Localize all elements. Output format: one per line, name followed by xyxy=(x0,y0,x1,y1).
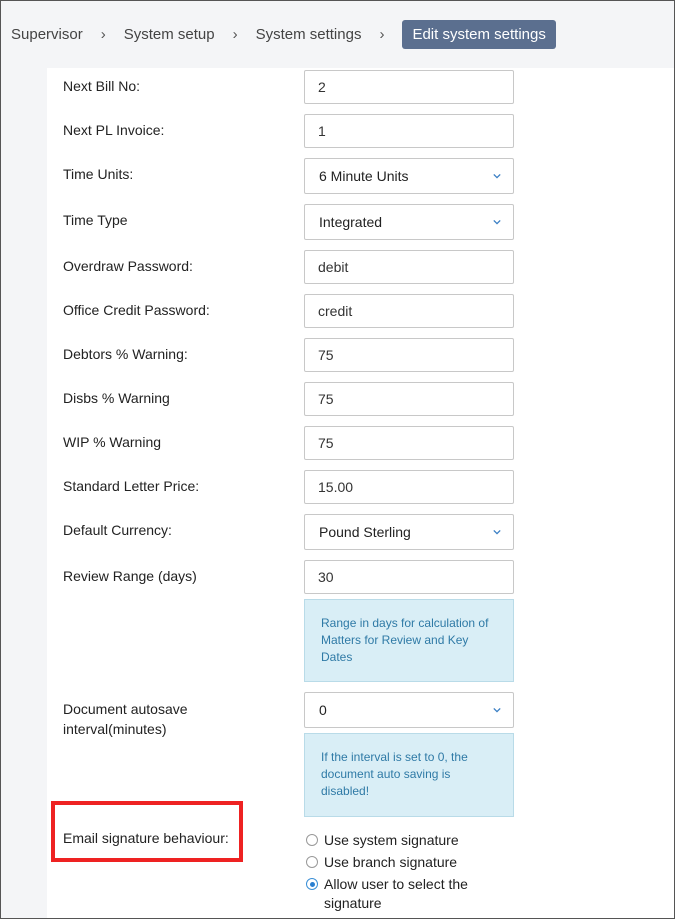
next-pl-invoice-label: Next PL Invoice: xyxy=(63,122,165,138)
left-gutter xyxy=(1,68,47,918)
radio-use-branch-signature[interactable] xyxy=(306,853,457,872)
radio-allow-user-select[interactable] xyxy=(306,875,496,913)
wip-warning-input[interactable]: 75 xyxy=(304,426,514,460)
highlight-box xyxy=(51,801,243,862)
breadcrumb-system-setup[interactable]: System setup xyxy=(123,26,215,43)
settings-form xyxy=(47,68,674,918)
chevron-down-icon xyxy=(493,706,501,714)
breadcrumb xyxy=(1,1,674,68)
document-autosave-select[interactable] xyxy=(304,692,514,728)
review-range-help: Range in days for calculation of Matters for Review and Key Dates xyxy=(304,599,514,682)
radio-label: Allow user to select the signature xyxy=(324,876,468,911)
time-type-select[interactable] xyxy=(304,204,514,240)
next-bill-no-input[interactable]: 2 xyxy=(304,70,514,104)
radio-use-system-signature[interactable] xyxy=(306,831,459,850)
review-range-input[interactable]: 30 xyxy=(304,560,514,594)
disbs-warning-input[interactable]: 75 xyxy=(304,382,514,416)
default-currency-value: Pound Sterling xyxy=(319,524,411,540)
standard-letter-price-label: Standard Letter Price: xyxy=(63,478,200,494)
email-signature-label: Email signature behaviour: xyxy=(63,830,229,846)
radio-button[interactable] xyxy=(306,834,318,846)
chevron-down-icon xyxy=(493,172,501,180)
time-units-label: Time Units: xyxy=(63,166,134,182)
radio-label: Use branch signature xyxy=(324,854,458,870)
breadcrumb-supervisor[interactable]: Supervisor xyxy=(11,26,83,43)
chevron-down-icon xyxy=(493,218,501,226)
document-autosave-label xyxy=(63,699,188,739)
radio-button-selected[interactable] xyxy=(306,878,318,890)
document-autosave-help: If the interval is set to 0, the document auto saving is disabled! xyxy=(304,733,514,817)
chevron-right-icon: › xyxy=(100,26,106,43)
breadcrumb-system-settings[interactable]: System settings xyxy=(255,26,362,43)
document-autosave-label-line1: Document autosave xyxy=(63,701,188,717)
overdraw-password-label: Overdraw Password: xyxy=(63,258,193,274)
default-currency-label: Default Currency: xyxy=(63,522,172,538)
chevron-right-icon: › xyxy=(379,26,385,43)
breadcrumb-edit-system-settings: Edit system settings xyxy=(402,20,555,49)
debtors-warning-label: Debtors % Warning: xyxy=(63,346,188,362)
chevron-down-icon xyxy=(493,528,501,536)
document-autosave-label-line2: interval(minutes) xyxy=(63,721,167,737)
time-units-select[interactable] xyxy=(304,158,514,194)
disbs-warning-label: Disbs % Warning xyxy=(63,390,170,406)
time-units-value: 6 Minute Units xyxy=(319,168,409,184)
standard-letter-price-input[interactable]: 15.00 xyxy=(304,470,514,504)
next-pl-invoice-input[interactable]: 1 xyxy=(304,114,514,148)
time-type-label: Time Type xyxy=(63,212,128,228)
office-credit-password-label: Office Credit Password: xyxy=(63,302,210,318)
time-type-value: Integrated xyxy=(319,214,383,230)
default-currency-select[interactable] xyxy=(304,514,514,550)
chevron-right-icon: › xyxy=(232,26,238,43)
debtors-warning-input[interactable]: 75 xyxy=(304,338,514,372)
review-range-label: Review Range (days) xyxy=(63,568,197,584)
overdraw-password-input[interactable]: debit xyxy=(304,250,514,284)
radio-label: Use system signature xyxy=(324,832,459,848)
next-bill-no-label: Next Bill No: xyxy=(63,78,141,94)
document-autosave-value: 0 xyxy=(319,702,327,718)
wip-warning-label: WIP % Warning xyxy=(63,434,162,450)
office-credit-password-input[interactable]: credit xyxy=(304,294,514,328)
radio-button[interactable] xyxy=(306,856,318,868)
